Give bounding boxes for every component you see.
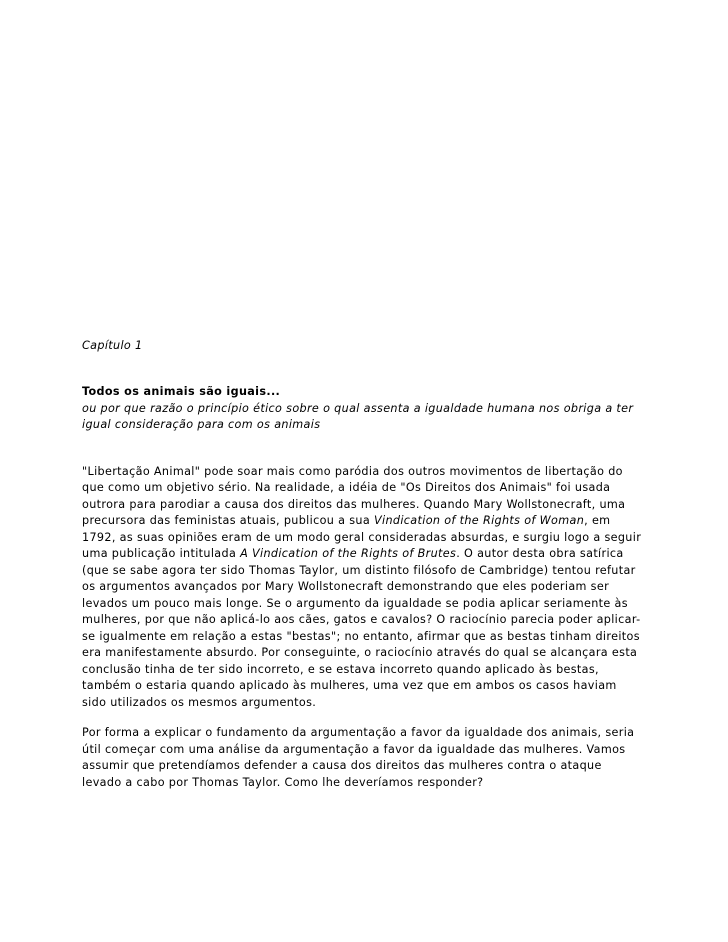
book-title-rights-of-brutes: A Vindication of the Rights of Brutes xyxy=(240,547,457,560)
chapter-label: Capítulo 1 xyxy=(82,339,143,352)
book-title-rights-of-woman: Vindication of the Rights of Woman xyxy=(373,514,585,527)
paragraph-2: Por forma a explicar o fundamento da argumentação a favor da igualdade dos animais, seria útil começar com uma análise da argumentação a favor da igualdade das mulheres. Vamos assumir que pretendíamos defender a causa dos direitos das mulheres contra o ataque levado a cabo por Thomas Taylor. Como lhe deveríamos responder? xyxy=(82,726,635,789)
chapter-title: Todos os animais são iguais... xyxy=(82,385,281,398)
paragraph-1-text-b: , em 1792, as suas opiniões eram de um modo geral consideradas absurdas, e surgiu logo a seguir uma publicação intitulada xyxy=(82,514,642,560)
document-page xyxy=(82,338,642,805)
paragraph-1 xyxy=(82,464,642,712)
paragraph-1-text-a: "Libertação Animal" pode soar mais como paródia dos outros movimentos de libertação do que como um objetivo sério. Na realidade, a idéia de "Os Direitos dos Animais" foi usada outrora para parodiar a causa dos direitos das mulheres. Quando Mary Wollstonecraft, uma precursora das feministas atuais, publicou a sua xyxy=(82,464,626,527)
paragraph-1-text-c: . O autor desta obra satírica (que se sabe agora ter sido Thomas Taylor, um distinto filósofo de Cambridge) tentou refutar os argumentos avançados por Mary Wollstonecraft demonstrando que eles poderiam ser levados um pouco mais longe. Se o argumento da igualdade se podia aplicar seriamente às mulheres, por que não aplicá-lo aos cães, gatos e cavalos? O raciocínio parecia poder aplicar-se igualmente em relação a estas "bestas"; no entanto, afirmar que as bestas tinham direitos era manifestamente absurdo. Por conseguinte, o raciocínio através do qual se alcançara esta conclusão tinha de ter sido incorreto, e se estava incorreto quando aplicado às bestas, também o estaria quando aplicado às mulheres, uma vez que em ambos os casos haviam sido utilizados os mesmos argumentos. xyxy=(82,547,641,709)
chapter-subtitle: ou por que razão o princípio ético sobre o qual assenta a igualdade humana nos obriga a ter igual consideração para com os animais xyxy=(82,401,634,431)
